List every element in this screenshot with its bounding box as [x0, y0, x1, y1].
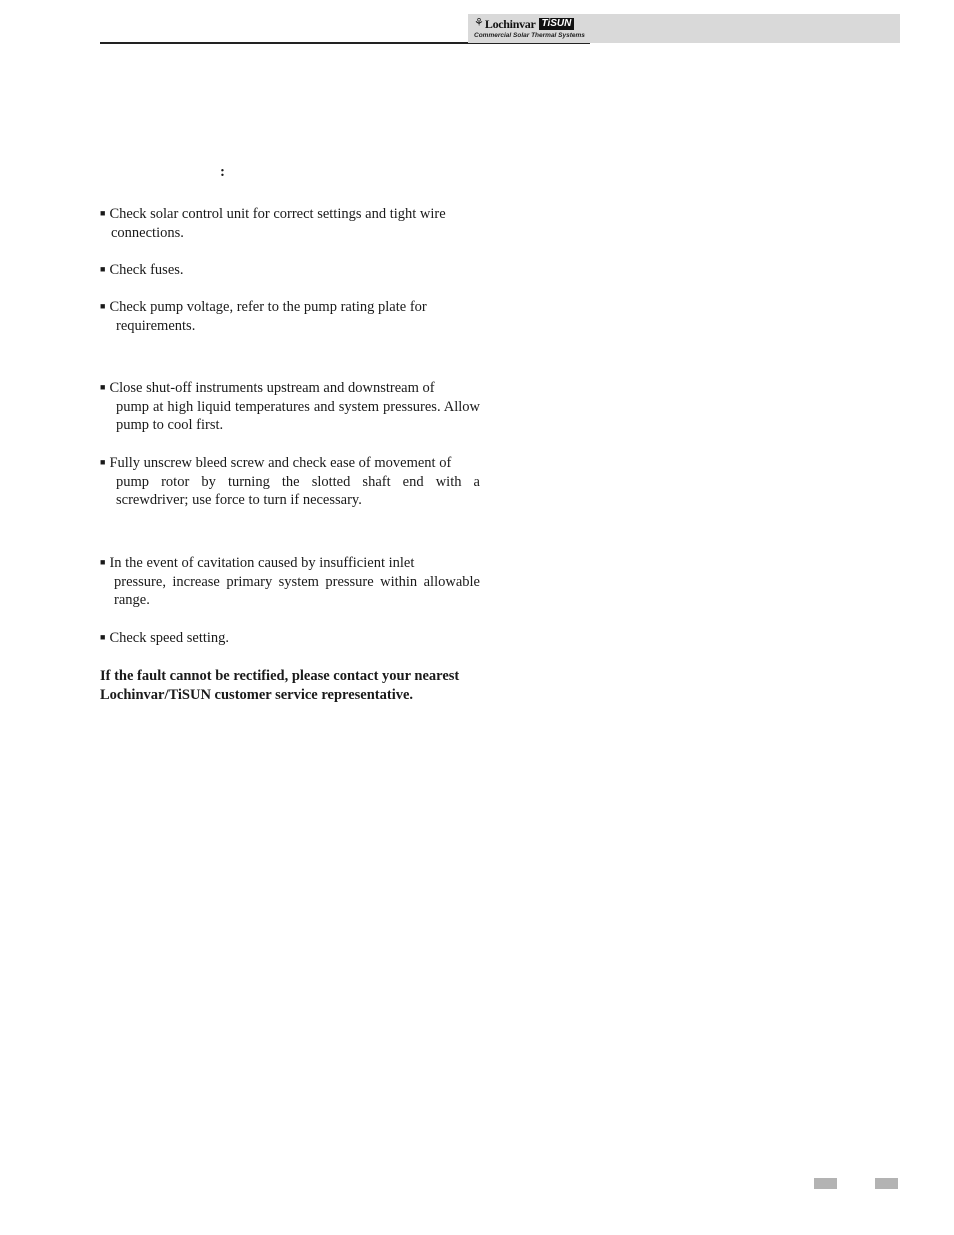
section-colon: :	[220, 164, 225, 180]
item-text: Check pump voltage, refer to the pump rating plate for	[109, 299, 427, 315]
bullet-icon: ■	[100, 208, 106, 218]
bullet-icon: ■	[100, 457, 106, 467]
list-item	[100, 297, 480, 335]
item-text: Fully unscrew bleed screw and check ease of movement of	[109, 455, 452, 471]
contact-note-line2: Lochinvar/TiSUN customer service representative.	[100, 687, 414, 703]
bullet-icon: ■	[100, 301, 106, 311]
item-text: Check speed setting.	[109, 630, 230, 646]
item-text-cont: requirements.	[116, 317, 196, 334]
item-text: Close shut-off instruments upstream and downstream of	[109, 380, 435, 396]
item-text-cont: pump at high liquid temperatures and system pressures. Allow pump to cool first.	[116, 398, 480, 434]
list-item	[100, 628, 480, 648]
list-item	[100, 453, 480, 510]
bullet-icon: ■	[100, 632, 106, 642]
brand-badge: TiSUN	[539, 18, 575, 30]
footer-marker-left	[814, 1178, 837, 1189]
item-text-cont: connections.	[111, 224, 184, 241]
contact-note	[100, 667, 500, 705]
list-item	[100, 378, 480, 435]
item-text: Check fuses.	[109, 262, 184, 278]
item-text-cont: pump rotor by turning the slotted shaft end with a screwdriver; use force to turn if necessary.	[116, 473, 480, 509]
bullet-icon: ■	[100, 264, 106, 274]
list-item	[100, 204, 480, 242]
contact-note-line1: If the fault cannot be rectified, please contact your nearest	[100, 668, 460, 684]
list-item	[100, 260, 480, 280]
list-item	[100, 553, 480, 610]
bullet-icon: ■	[100, 557, 106, 567]
brand-logo	[474, 16, 586, 41]
footer-marker-right	[875, 1178, 898, 1189]
item-text: In the event of cavitation caused by insufficient inlet	[109, 555, 415, 571]
brand-mark-icon: ⚘	[474, 17, 484, 29]
item-text: Check solar control unit for correct settings and tight wire	[109, 206, 446, 222]
item-text-cont: pressure, increase primary system pressure within allowable range.	[114, 573, 480, 609]
brand-name: Lochinvar	[484, 16, 536, 31]
brand-tagline: Commercial Solar Thermal Systems	[474, 32, 585, 39]
bullet-icon: ■	[100, 382, 106, 392]
